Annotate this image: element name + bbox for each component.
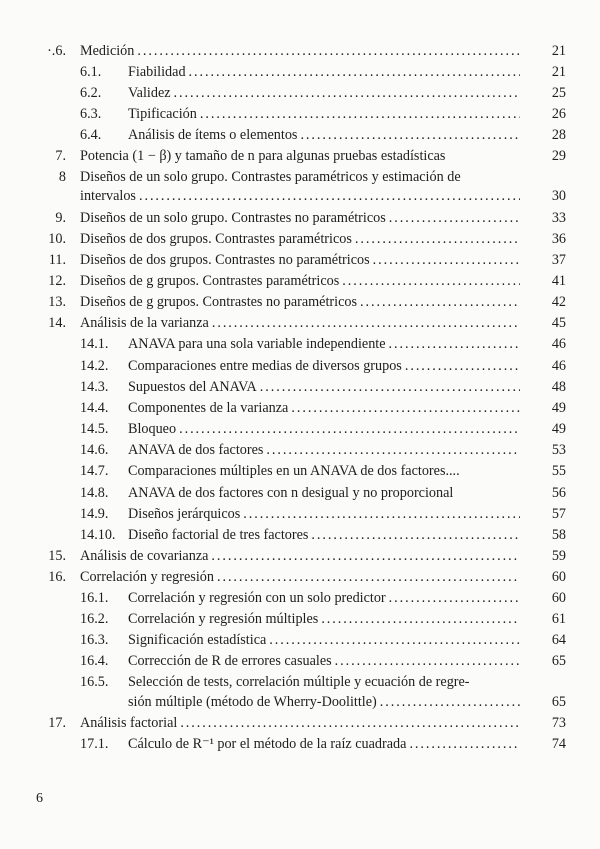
toc-entry-number: 12. <box>48 273 66 289</box>
dot-leader <box>321 609 520 629</box>
toc-chapter-entry[interactable] <box>0 567 600 587</box>
dot-leader <box>179 419 520 439</box>
toc-entry-number: 17. <box>48 715 66 731</box>
toc-entry-title: Diseños jerárquicos <box>128 506 241 522</box>
dot-leader <box>174 83 520 103</box>
dot-leader <box>266 440 520 460</box>
toc-entry-title: Diseño factorial de tres factores <box>128 527 309 543</box>
toc-section-entry[interactable] <box>0 356 600 376</box>
toc-section-entry[interactable] <box>0 125 600 145</box>
toc-section-entry[interactable] <box>0 651 600 671</box>
toc-entry-title: Componentes de la varianza <box>128 400 289 416</box>
toc-entry-number: 11. <box>48 252 66 268</box>
dot-leader <box>373 250 520 270</box>
dot-leader <box>139 186 520 206</box>
toc-section-entry[interactable] <box>0 504 600 524</box>
toc-entry-page: 46 <box>551 358 566 374</box>
toc-entry-page: 41 <box>551 273 566 289</box>
dot-leader <box>335 651 520 671</box>
toc-section-entry[interactable] <box>0 630 600 650</box>
toc-entry-title: Diseños de dos grupos. Contrastes no paramétricos <box>80 252 370 268</box>
toc-section-entry[interactable] <box>0 104 600 124</box>
toc-entry-page: 33 <box>551 210 566 226</box>
toc-entry-page: 65 <box>551 653 566 669</box>
toc-chapter-entry[interactable] <box>0 292 600 312</box>
toc-entry-title: Análisis de ítems o elementos <box>128 127 298 143</box>
toc-entry-page: 64 <box>551 632 566 648</box>
toc-entry-page: 58 <box>551 527 566 543</box>
toc-entry-title: Correlación y regresión con un solo predictor <box>128 590 386 606</box>
dot-leader <box>260 377 520 397</box>
toc-section-entry[interactable] <box>0 377 600 397</box>
toc-chapter-entry[interactable] <box>0 313 600 333</box>
toc-entry-title: Validez <box>128 85 171 101</box>
toc-section-entry[interactable] <box>0 440 600 460</box>
dot-leader <box>389 588 520 608</box>
toc-entry-number: 14.2. <box>80 358 109 374</box>
toc-entry-page: 36 <box>551 231 566 247</box>
toc-entry-title: Análisis de la varianza <box>80 315 209 331</box>
toc-entry-page: 21 <box>551 64 566 80</box>
toc-entry-number: 6.4. <box>80 127 102 143</box>
toc-chapter-entry[interactable] <box>0 271 600 291</box>
toc-entry-page: 59 <box>551 548 566 564</box>
toc-entry-number: 6.3. <box>80 106 102 122</box>
toc-entry-page: 28 <box>551 127 566 143</box>
dot-leader <box>217 567 520 587</box>
toc-section-entry[interactable] <box>0 525 600 545</box>
toc-entry-title: Diseños de un solo grupo. Contrastes paramétricos y estimación de <box>80 169 461 185</box>
toc-entry-page: 48 <box>551 379 566 395</box>
toc-chapter-entry[interactable] <box>0 546 600 566</box>
toc-entry-number: 16.4. <box>80 653 109 669</box>
dot-leader <box>180 713 520 733</box>
dot-leader <box>355 229 520 249</box>
toc-entry-number: ·.6. <box>47 43 66 59</box>
dot-leader <box>200 104 520 124</box>
toc-section-entry[interactable] <box>0 734 600 754</box>
toc-entry-page: 46 <box>551 336 566 352</box>
toc-entry-page: 49 <box>551 421 566 437</box>
toc-entry-number: 14.4. <box>80 400 109 416</box>
toc-section-entry[interactable] <box>0 62 600 82</box>
dot-leader <box>137 41 520 61</box>
toc-entry-number: 10. <box>48 231 66 247</box>
dot-leader <box>269 630 520 650</box>
toc-section-entry[interactable] <box>0 609 600 629</box>
toc-chapter-entry[interactable] <box>0 186 600 206</box>
dot-leader <box>189 62 520 82</box>
toc-entry-page: 73 <box>551 715 566 731</box>
toc-entry-page: 49 <box>551 400 566 416</box>
toc-entry-page: 55 <box>551 463 566 479</box>
toc-entry-title: Diseños de dos grupos. Contrastes paramétricos <box>80 231 352 247</box>
toc-entry-page: 42 <box>551 294 566 310</box>
toc-entry-title: Diseños de g grupos. Contrastes no paramétricos <box>80 294 357 310</box>
toc-entry-number: 16. <box>48 569 66 585</box>
toc-chapter-entry[interactable] <box>0 167 600 187</box>
toc-entry-title: Análisis factorial <box>80 715 178 731</box>
toc-entry-title: Tipificación <box>128 106 197 122</box>
dot-leader <box>342 271 520 291</box>
toc-entry-number: 14.9. <box>80 506 109 522</box>
toc-entry-title: ANAVA para una sola variable independiente <box>128 336 386 352</box>
toc-entry-number: 14.1. <box>80 336 109 352</box>
toc-section-entry[interactable] <box>0 588 600 608</box>
dot-leader <box>389 208 520 228</box>
toc-entry-page: 53 <box>551 442 566 458</box>
dot-leader <box>291 398 520 418</box>
toc-entry-title: Comparaciones entre medias de diversos grupos <box>128 358 402 374</box>
toc-entry-number: 14.10. <box>80 527 116 543</box>
toc-entry-title: Significación estadística <box>128 632 267 648</box>
toc-entry-title: Cálculo de R⁻¹ por el método de la raíz cuadrada <box>128 736 407 752</box>
dot-leader <box>360 292 520 312</box>
toc-entry-number: 17.1. <box>80 736 109 752</box>
toc-entry-page: 60 <box>551 590 566 606</box>
page-number: 6 <box>36 791 43 806</box>
toc-entry-title: ANAVA de dos factores con n desigual y no proporcional <box>128 485 454 501</box>
toc-entry-title: Corrección de R de errores casuales <box>128 653 332 669</box>
toc-entry-number: 14.5. <box>80 421 109 437</box>
dot-leader <box>243 504 520 524</box>
toc-entry-page: 37 <box>551 252 566 268</box>
toc-entry-page: 45 <box>551 315 566 331</box>
toc-chapter-entry[interactable] <box>0 250 600 270</box>
toc-section-entry[interactable] <box>0 672 600 692</box>
toc-chapter-entry[interactable] <box>0 713 600 733</box>
toc-entry-title: Diseños de un solo grupo. Contrastes no paramétricos <box>80 210 386 226</box>
toc-entry-page: 57 <box>551 506 566 522</box>
toc-chapter-entry[interactable] <box>0 208 600 228</box>
toc-entry-title: Correlación y regresión <box>80 569 214 585</box>
toc-entry-title: sión múltiple (método de Wherry-Doolittle) <box>128 694 377 710</box>
toc-entry-title: Potencia (1 − β) y tamaño de n para algunas pruebas estadísticas <box>80 148 446 164</box>
toc-entry-page: 25 <box>551 85 566 101</box>
dot-leader <box>409 734 520 754</box>
toc-entry-title: Correlación y regresión múltiples <box>128 611 319 627</box>
toc-entry-number: 13. <box>48 294 66 310</box>
toc-section-entry[interactable] <box>0 398 600 418</box>
dot-leader <box>212 313 520 333</box>
toc-entry-page: 65 <box>551 694 566 710</box>
toc-entry-title: Medición <box>80 43 135 59</box>
toc-entry-number: 16.5. <box>80 674 109 690</box>
toc-entry-number: 6.1. <box>80 64 102 80</box>
dot-leader <box>211 546 520 566</box>
toc-entry-number: 16.3. <box>80 632 109 648</box>
toc-chapter-entry[interactable] <box>0 41 600 61</box>
toc-entry-number: 14. <box>48 315 66 331</box>
dot-leader <box>405 356 520 376</box>
dot-leader <box>389 334 520 354</box>
toc-entry-page: 30 <box>551 188 566 204</box>
toc-entry-title: Comparaciones múltiples en un ANAVA de dos factores.... <box>128 463 460 479</box>
toc-entry-page: 61 <box>551 611 566 627</box>
toc-entry-title: Supuestos del ANAVA <box>128 379 257 395</box>
toc-section-entry[interactable] <box>0 483 600 503</box>
toc-section-entry[interactable] <box>0 83 600 103</box>
toc-entry-number: 14.3. <box>80 379 109 395</box>
toc-entry-page: 56 <box>551 485 566 501</box>
toc-section-entry[interactable] <box>0 692 600 712</box>
toc-entry-number: 9. <box>55 210 66 226</box>
toc-entry-number: 15. <box>48 548 66 564</box>
toc-chapter-entry[interactable] <box>0 146 600 166</box>
toc-chapter-entry[interactable] <box>0 229 600 249</box>
toc-entry-number: 16.1. <box>80 590 109 606</box>
toc-entry-title: Selección de tests, correlación múltiple y ecuación de regre- <box>128 674 470 690</box>
toc-entry-title: ANAVA de dos factores <box>128 442 264 458</box>
toc-entry-number: 6.2. <box>80 85 102 101</box>
toc-entry-page: 29 <box>551 148 566 164</box>
toc-entry-number: 16.2. <box>80 611 109 627</box>
dot-leader <box>300 125 520 145</box>
toc-entry-number: 14.6. <box>80 442 109 458</box>
toc-entry-number: 7. <box>55 148 66 164</box>
toc-section-entry[interactable] <box>0 461 600 481</box>
toc-entry-title: Fiabilidad <box>128 64 186 80</box>
toc-entry-page: 26 <box>551 106 566 122</box>
toc-section-entry[interactable] <box>0 334 600 354</box>
dot-leader <box>380 692 520 712</box>
toc-entry-title: Análisis de covarianza <box>80 548 209 564</box>
toc-entry-page: 21 <box>551 43 566 59</box>
toc-entry-number: 14.7. <box>80 463 109 479</box>
toc-entry-page: 74 <box>551 736 566 752</box>
dot-leader <box>311 525 520 545</box>
toc-entry-number: 14.8. <box>80 485 109 501</box>
toc-entry-title: Diseños de g grupos. Contrastes paramétricos <box>80 273 340 289</box>
toc-entry-page: 60 <box>551 569 566 585</box>
toc-entry-title: intervalos <box>80 188 136 204</box>
toc-entry-title: Bloqueo <box>128 421 177 437</box>
toc-section-entry[interactable] <box>0 419 600 439</box>
toc-entry-number: 8 <box>58 169 66 185</box>
